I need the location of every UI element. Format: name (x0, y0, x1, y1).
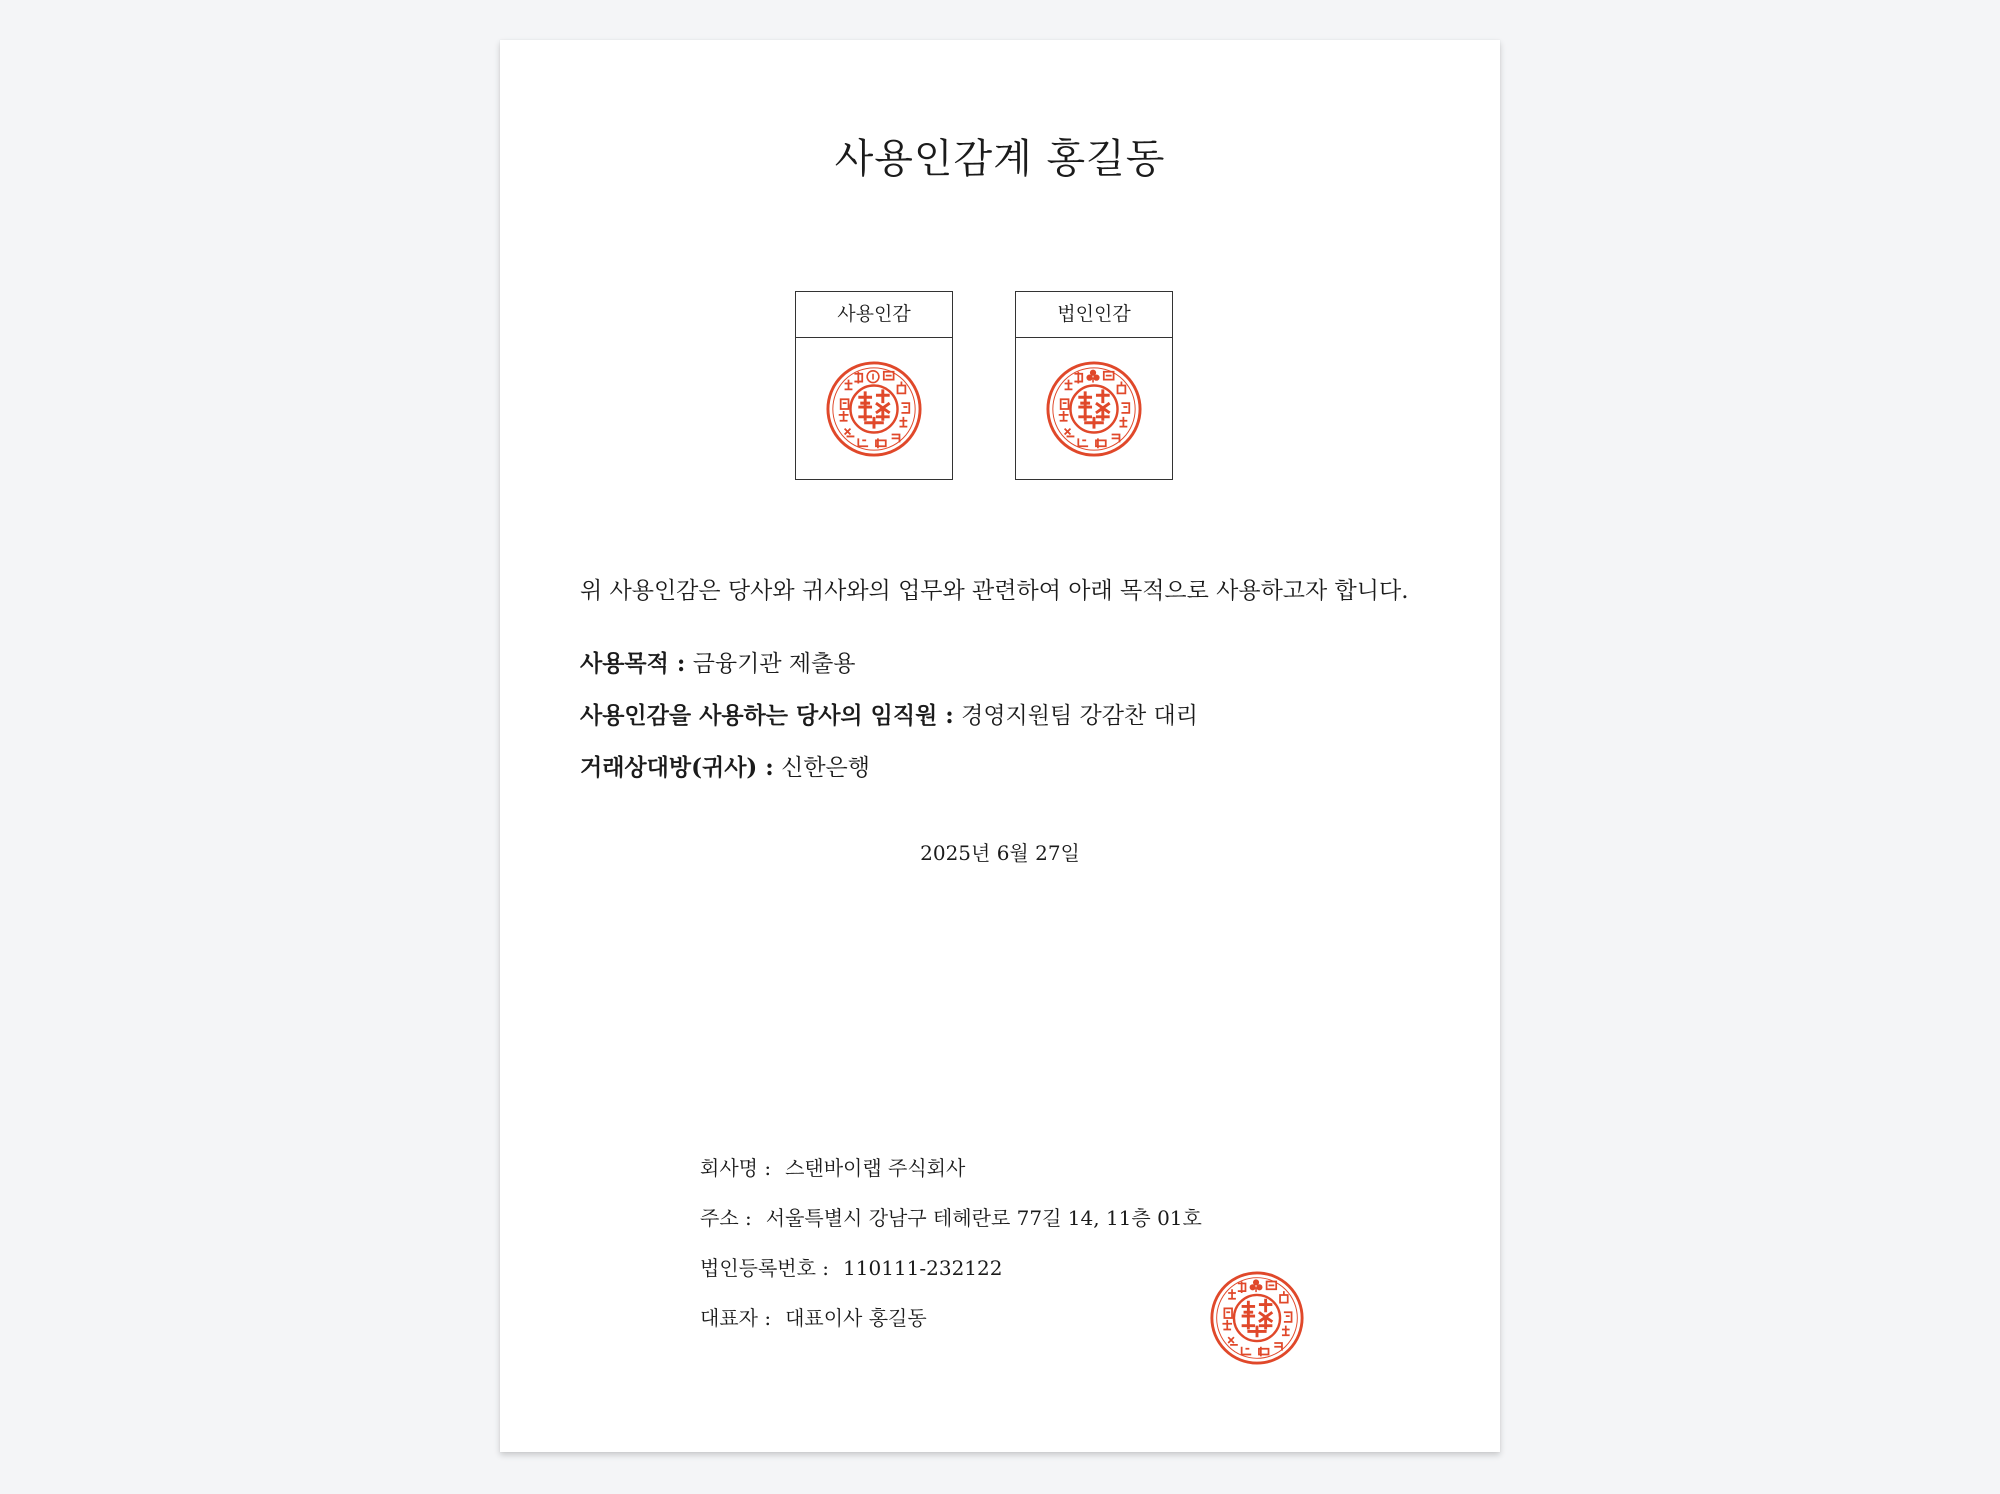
address-value: 서울특별시 강남구 테헤란로 77길 14, 11층 01호 (765, 1206, 1202, 1230)
registration-number-row (700, 1255, 1002, 1281)
user-seal-stamp-icon (825, 360, 923, 458)
employee-label: 사용인감을 사용하는 당사의 임직원 : (580, 702, 954, 729)
counterparty-value: 신한은행 (781, 755, 870, 781)
corporate-seal-box (1015, 291, 1173, 480)
usage-statement: 위 사용인감은 당사와 귀사와의 업무와 관련하여 아래 목적으로 사용하고자 합니다. (580, 578, 1409, 604)
address-row (700, 1205, 1202, 1231)
document-page (500, 40, 1500, 1452)
document-title: 사용인감계 홍길동 (834, 136, 1166, 182)
counterparty-label: 거래상대방(귀사) : (580, 754, 774, 781)
user-seal-area (796, 338, 952, 479)
representative-label: 대표자 : (700, 1306, 772, 1330)
registration-number-label: 법인등록번호 : (700, 1256, 830, 1280)
company-name-label: 회사명 : (700, 1156, 772, 1180)
user-seal-box (795, 291, 953, 480)
purpose-field (580, 649, 856, 680)
purpose-label: 사용목적 : (580, 650, 686, 677)
document-date: 2025년 6월 27일 (920, 841, 1080, 865)
address-label: 주소 : (700, 1206, 752, 1230)
company-name-value: 스탠바이랩 주식회사 (785, 1156, 966, 1180)
purpose-value: 금융기관 제출용 (692, 651, 856, 677)
user-seal-label: 사용인감 (796, 292, 952, 338)
representative-value: 대표이사 홍길동 (785, 1306, 927, 1330)
company-seal-stamp-icon (1209, 1270, 1305, 1366)
representative-row (700, 1305, 927, 1331)
corporate-seal-stamp-icon (1045, 360, 1143, 458)
company-seal (1209, 1270, 1305, 1370)
company-name-row (700, 1155, 965, 1181)
employee-value: 경영지원팀 강감찬 대리 (961, 703, 1198, 729)
corporate-seal-area (1016, 338, 1172, 479)
corporate-seal-label: 법인인감 (1016, 292, 1172, 338)
counterparty-field (580, 753, 870, 784)
employee-field (580, 701, 1198, 732)
registration-number-value: 110111-232122 (843, 1256, 1003, 1280)
